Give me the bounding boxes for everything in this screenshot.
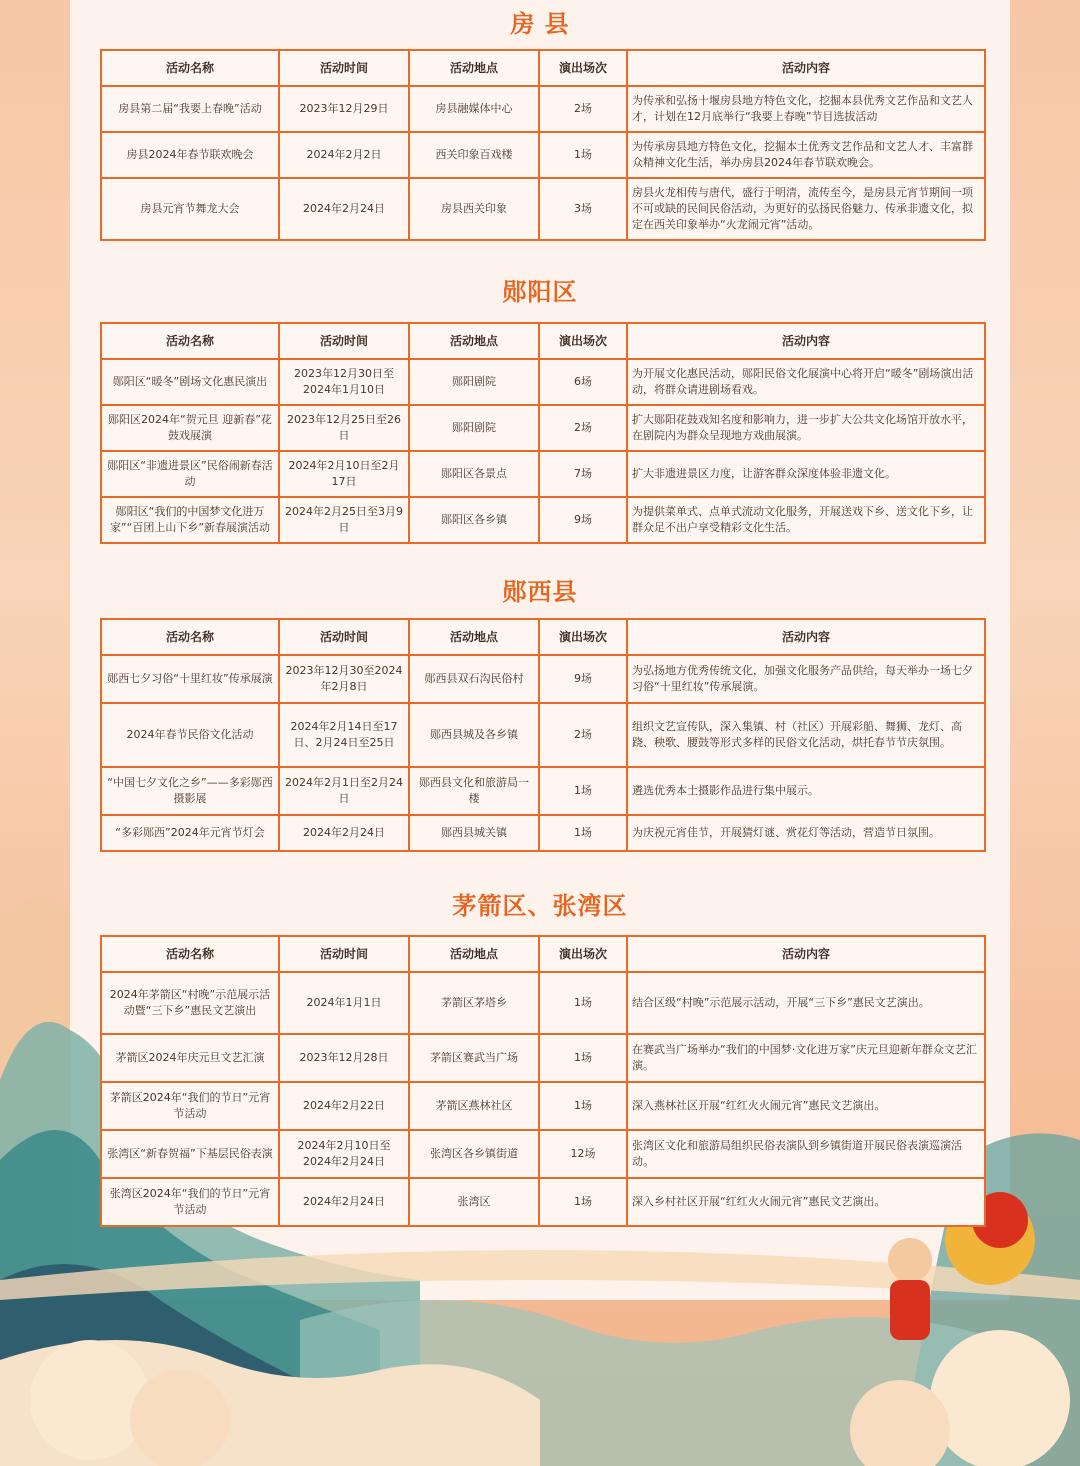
- section-title-yunxi: 郧西县: [0, 572, 1080, 609]
- cell-content: 扩大郧阳花鼓戏知名度和影响力，进一步扩大公共文化场馆开放水平，在剧院内为群众呈现地方戏曲展演。: [627, 405, 985, 451]
- header-place: 活动地点: [409, 619, 539, 655]
- cell-name: 张湾区“新春贺福”下基层民俗表演: [101, 1130, 279, 1178]
- cell-time: 2024年2月10日至2024年2月24日: [279, 1130, 409, 1178]
- cell-place: 茅箭区茅塔乡: [409, 972, 539, 1034]
- section-title-fangxian: 房 县: [0, 4, 1080, 41]
- table-row: [101, 815, 985, 851]
- cell-time: 2024年1月1日: [279, 972, 409, 1034]
- table-row: [101, 767, 985, 815]
- table-row: [101, 451, 985, 497]
- header-count: 演出场次: [539, 936, 627, 972]
- cell-count: 9场: [539, 497, 627, 543]
- cell-count: 2场: [539, 405, 627, 451]
- cell-time: 2024年2月25日至3月9日: [279, 497, 409, 543]
- cell-content: 为庆祝元宵佳节，开展猜灯谜、赏花灯等活动，营造节日氛围。: [627, 815, 985, 851]
- table-row: [101, 1082, 985, 1130]
- cell-name: 2024年春节民俗文化活动: [101, 703, 279, 767]
- cell-time: 2024年2月10日至2月17日: [279, 451, 409, 497]
- header-count: 演出场次: [539, 323, 627, 359]
- cell-time: 2023年12月25日至26日: [279, 405, 409, 451]
- cell-content: 为传承房县地方特色文化，挖掘本土优秀文艺作品和文艺人才、丰富群众精神文化生活，举办房县2024年春节联欢晚会。: [627, 132, 985, 178]
- cell-name: 郧阳区“我们的中国梦文化进万家”“百团上山下乡”新春展演活动: [101, 497, 279, 543]
- cell-name: 茅箭区2024年庆元旦文艺汇演: [101, 1034, 279, 1082]
- cell-content: 深入乡村社区开展“红红火火闹元宵”惠民文艺演出。: [627, 1178, 985, 1226]
- header-name: 活动名称: [101, 936, 279, 972]
- cell-place: 茅箭区燕林社区: [409, 1082, 539, 1130]
- cell-place: 郧阳剧院: [409, 359, 539, 405]
- table-header-row: [101, 50, 985, 86]
- header-count: 演出场次: [539, 50, 627, 86]
- cell-content: 为弘扬地方优秀传统文化，加强文化服务产品供给，每天举办一场七夕习俗“十里红妆”传承展演。: [627, 655, 985, 703]
- cell-time: 2024年2月14日至17日、2月24日至25日: [279, 703, 409, 767]
- section-title-yunyang: 郧阳区: [0, 272, 1080, 309]
- cell-count: 1场: [539, 1178, 627, 1226]
- cell-content: 组织文艺宣传队，深入集镇、村（社区）开展彩船、舞狮、龙灯、高跷、秧歌、腰鼓等形式多样的民俗文化活动，烘托春节节庆氛围。: [627, 703, 985, 767]
- header-time: 活动时间: [279, 936, 409, 972]
- cell-count: 1场: [539, 767, 627, 815]
- schedule-table-maojian-zhangwan: [100, 935, 986, 1227]
- header-content: 活动内容: [627, 936, 985, 972]
- table-row: [101, 1034, 985, 1082]
- cell-name: 2024年茅箭区“村晚”示范展示活动暨“三下乡”惠民文艺演出: [101, 972, 279, 1034]
- cell-count: 2场: [539, 86, 627, 132]
- table-row: [101, 655, 985, 703]
- section-title-maojian-zhangwan: 茅箭区、张湾区: [0, 886, 1080, 923]
- cell-content: 为传承和弘扬十堰房县地方特色文化，挖掘本县优秀文艺作品和文艺人才，计划在12月底举行“我要上春晚”节目选拔活动: [627, 86, 985, 132]
- cell-name: 房县元宵节舞龙大会: [101, 178, 279, 240]
- cell-place: 房县融媒体中心: [409, 86, 539, 132]
- cell-content: 为开展文化惠民活动，郧阳民俗文化展演中心将开启“暖冬”剧场演出活动，将群众请进剧场看戏。: [627, 359, 985, 405]
- table-header-row: [101, 936, 985, 972]
- cell-count: 6场: [539, 359, 627, 405]
- cell-time: 2024年2月24日: [279, 178, 409, 240]
- cell-count: 2场: [539, 703, 627, 767]
- cell-count: 1场: [539, 1082, 627, 1130]
- cell-name: “多彩郧西”2024年元宵节灯会: [101, 815, 279, 851]
- cell-place: 西关印象百戏楼: [409, 132, 539, 178]
- cell-count: 3场: [539, 178, 627, 240]
- schedule-table-fangxian: [100, 49, 986, 241]
- cell-name: 茅箭区2024年“我们的节日”元宵节活动: [101, 1082, 279, 1130]
- cell-count: 1场: [539, 132, 627, 178]
- cell-place: 郧西县双石沟民俗村: [409, 655, 539, 703]
- cell-content: 房县火龙相传与唐代，盛行于明清，流传至今，是房县元宵节期间一项不可或缺的民间民俗活动，为更好的弘扬民俗魅力、传承非遗文化，拟定在西关印象举办“火龙闹元宵”活动。: [627, 178, 985, 240]
- cell-place: 张湾区: [409, 1178, 539, 1226]
- cell-count: 1场: [539, 972, 627, 1034]
- cell-count: 12场: [539, 1130, 627, 1178]
- cell-time: 2024年2月24日: [279, 1178, 409, 1226]
- cell-name: 郧西七夕习俗“十里红妆”传承展演: [101, 655, 279, 703]
- cell-name: 郧阳区“非遗进景区”民俗闹新春活动: [101, 451, 279, 497]
- cell-content: 扩大非遗进景区力度，让游客群众深度体验非遗文化。: [627, 451, 985, 497]
- header-time: 活动时间: [279, 619, 409, 655]
- cell-content: 遴选优秀本土摄影作品进行集中展示。: [627, 767, 985, 815]
- cell-count: 9场: [539, 655, 627, 703]
- table-header-row: [101, 323, 985, 359]
- header-time: 活动时间: [279, 323, 409, 359]
- cell-place: 郧西县城关镇: [409, 815, 539, 851]
- header-content: 活动内容: [627, 50, 985, 86]
- cell-content: 结合区级“村晚”示范展示活动，开展“三下乡”惠民文艺演出。: [627, 972, 985, 1034]
- cell-time: 2023年12月29日: [279, 86, 409, 132]
- header-name: 活动名称: [101, 619, 279, 655]
- cell-place: 房县西关印象: [409, 178, 539, 240]
- cell-count: 7场: [539, 451, 627, 497]
- cell-time: 2023年12月30至2024年2月8日: [279, 655, 409, 703]
- cell-content: 张湾区文化和旅游局组织民俗表演队到乡镇街道开展民俗表演巡演活动。: [627, 1130, 985, 1178]
- header-place: 活动地点: [409, 936, 539, 972]
- cell-content: 深入燕林社区开展“红红火火闹元宵”惠民文艺演出。: [627, 1082, 985, 1130]
- schedule-table-yunyang: [100, 322, 986, 544]
- table-row: [101, 178, 985, 240]
- cell-place: 郧阳区各乡镇: [409, 497, 539, 543]
- table-header-row: [101, 619, 985, 655]
- cell-count: 1场: [539, 1034, 627, 1082]
- header-name: 活动名称: [101, 323, 279, 359]
- cell-time: 2023年12月28日: [279, 1034, 409, 1082]
- table-row: [101, 1130, 985, 1178]
- header-count: 演出场次: [539, 619, 627, 655]
- cell-place: 茅箭区赛武当广场: [409, 1034, 539, 1082]
- cell-count: 1场: [539, 815, 627, 851]
- table-row: [101, 405, 985, 451]
- cell-name: 张湾区2024年“我们的节日”元宵节活动: [101, 1178, 279, 1226]
- cell-name: “中国七夕文化之乡”——多彩郧西摄影展: [101, 767, 279, 815]
- cell-place: 郧阳剧院: [409, 405, 539, 451]
- table-row: [101, 972, 985, 1034]
- header-place: 活动地点: [409, 50, 539, 86]
- header-content: 活动内容: [627, 619, 985, 655]
- header-place: 活动地点: [409, 323, 539, 359]
- cell-time: 2024年2月22日: [279, 1082, 409, 1130]
- cell-name: 房县2024年春节联欢晚会: [101, 132, 279, 178]
- cell-name: 郧阳区“暖冬”剧场文化惠民演出: [101, 359, 279, 405]
- cell-time: 2024年2月24日: [279, 815, 409, 851]
- cell-place: 张湾区各乡镇街道: [409, 1130, 539, 1178]
- header-name: 活动名称: [101, 50, 279, 86]
- header-content: 活动内容: [627, 323, 985, 359]
- schedule-table-yunxi: [100, 618, 986, 852]
- table-row: [101, 359, 985, 405]
- table-row: [101, 497, 985, 543]
- cell-name: 郧阳区2024年“贺元旦 迎新春”花鼓戏展演: [101, 405, 279, 451]
- cell-content: 为提供菜单式、点单式流动文化服务，开展送戏下乡、送文化下乡，让群众足不出户享受精彩文化生活。: [627, 497, 985, 543]
- cell-place: 郧西县文化和旅游局一楼: [409, 767, 539, 815]
- cell-place: 郧阳区各景点: [409, 451, 539, 497]
- table-row: [101, 703, 985, 767]
- table-row: [101, 132, 985, 178]
- cell-time: 2024年2月1日至2月24日: [279, 767, 409, 815]
- table-row: [101, 1178, 985, 1226]
- cell-content: 在赛武当广场举办“我们的中国梦·文化进万家”庆元旦迎新年群众文艺汇演。: [627, 1034, 985, 1082]
- cell-time: 2024年2月2日: [279, 132, 409, 178]
- header-time: 活动时间: [279, 50, 409, 86]
- table-row: [101, 86, 985, 132]
- cell-name: 房县第二届“我要上春晚”活动: [101, 86, 279, 132]
- cell-time: 2023年12月30日至2024年1月10日: [279, 359, 409, 405]
- cell-place: 郧西县城及各乡镇: [409, 703, 539, 767]
